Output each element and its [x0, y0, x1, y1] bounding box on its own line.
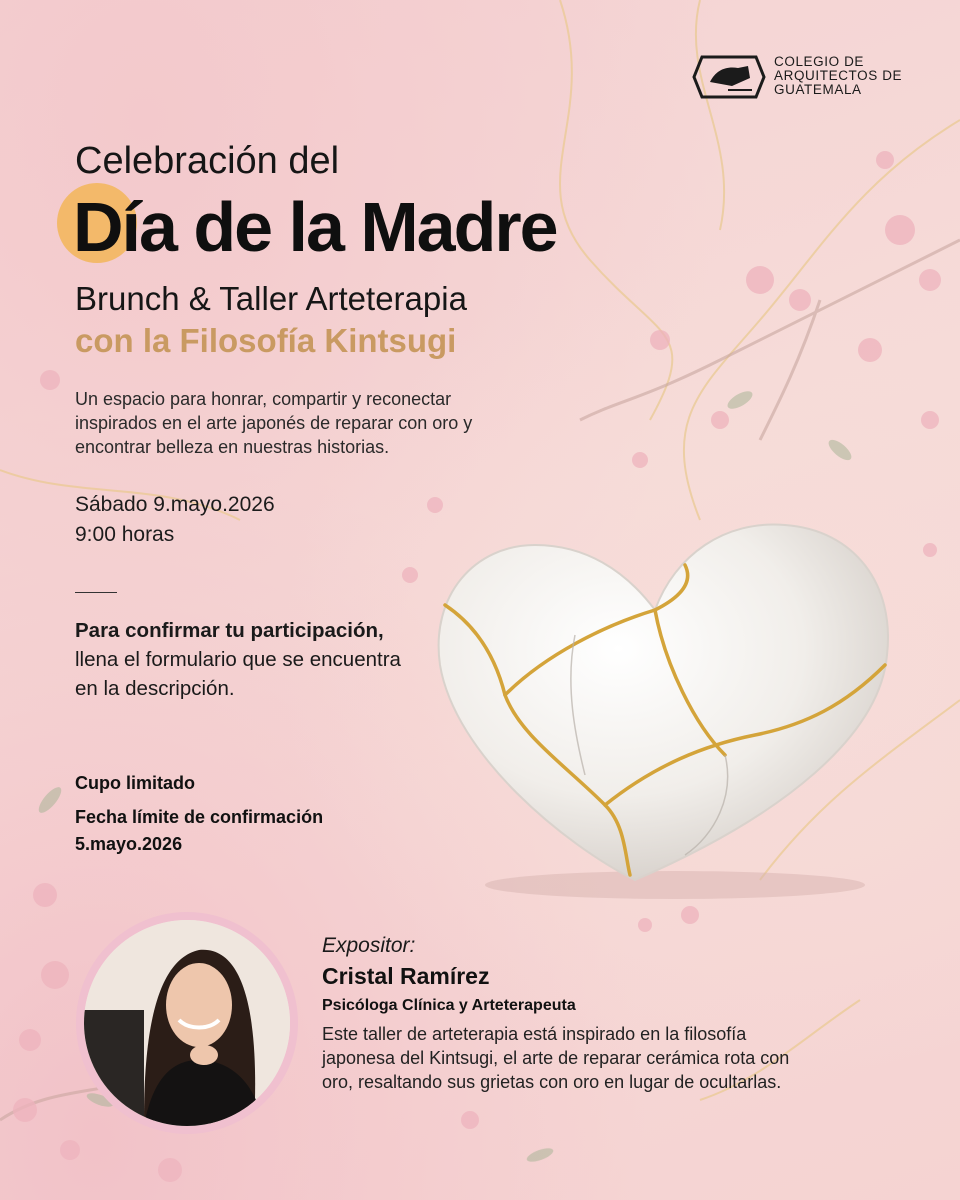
logo-line-3: GUATEMALA [774, 82, 862, 97]
subtitle-accent: con la Filosofía Kintsugi [75, 322, 457, 359]
subtitle: Brunch & Taller Arteterapia [75, 280, 467, 317]
speaker-desc-line-3: oro, resaltando sus grietas con oro en lugar de ocultarlas. [322, 1072, 782, 1092]
speaker-name: Cristal Ramírez [322, 963, 490, 989]
logo [692, 52, 922, 104]
limits [75, 770, 323, 858]
logo-mark-icon [692, 52, 766, 102]
main-title: Día de la Madre [73, 188, 557, 266]
speaker-photo [84, 920, 290, 1126]
deadline-label: Fecha límite de confirmación [75, 807, 324, 827]
kintsugi-heart-image [425, 515, 895, 900]
speaker-label: Expositor: [322, 934, 416, 957]
confirm-bold: Para confirmar tu participación, [75, 619, 384, 642]
speaker-desc-line-1: Este taller de arteterapia está inspirado en la filosofía [322, 1024, 747, 1044]
speaker-desc-line-2: japonesa del Kintsugi, el arte de reparar cerámica rota con [322, 1048, 790, 1068]
event-date: Sábado 9.mayo.2026 [75, 493, 275, 516]
intro-line-3: encontrar belleza en nuestras historias. [75, 437, 390, 457]
speaker-role: Psicóloga Clínica y Arteterapeuta [322, 997, 576, 1014]
speaker-portrait-icon [84, 920, 290, 1126]
event-datetime [75, 490, 275, 550]
speaker-description [322, 1022, 830, 1094]
logo-line-2: ARQUITECTOS DE [774, 68, 903, 83]
title-line-1: Celebración del [75, 140, 340, 182]
logo-text [774, 55, 902, 97]
event-time: 9:00 horas [75, 523, 175, 546]
intro-line-2: inspirados en el arte japonés de reparar con oro y [75, 413, 473, 433]
confirm-rest: llena el formulario que se encuentra en la descripción. [75, 648, 401, 700]
divider [75, 592, 117, 593]
confirm-instructions [75, 616, 405, 703]
logo-line-1: COLEGIO DE [774, 54, 865, 69]
deadline-date: 5.mayo.2026 [75, 834, 183, 854]
cupo-limitado: Cupo limitado [75, 773, 195, 793]
intro-paragraph [75, 387, 537, 459]
intro-line-1: Un espacio para honrar, compartir y reconectar [75, 389, 452, 409]
